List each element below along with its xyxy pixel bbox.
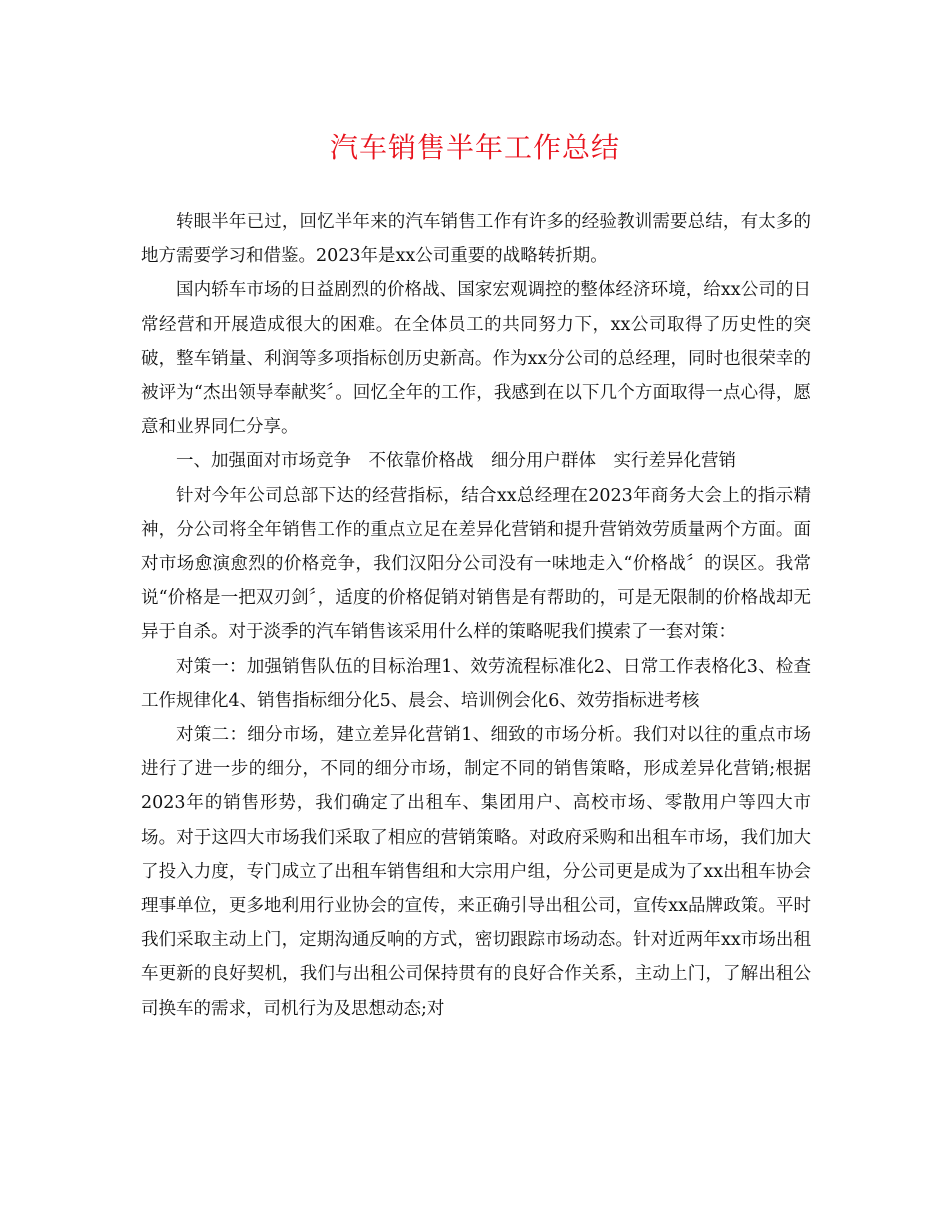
paragraph-strategy: 针对今年公司总部下达的经营指标，结合xx总经理在2023年商务大会上的指示精神，分公司将全年销售工作的重点立足在差异化营销和提升营销效劳质量两个方面。面对市场愈演愈烈的价格竞争，我们汉阳分公司没有一味地走入“价格战〞的误区。我常说“价格是一把双刃剑〞，适度的价格促销对销售是有帮助的，可是无限制的价格战却无异于自杀。对于淡季的汽车销售该采用什么样的策略呢我们摸索了一套对策：: [141, 485, 811, 643]
document-body: [141, 205, 811, 1026]
paragraph-market-context: 国内轿车市场的日益剧烈的价格战、国家宏观调控的整体经济环境，给xx公司的日常经营和开展造成很大的困难。在全体员工的共同努力下，xx公司取得了历史性的突破，整车销量、利润等多项指标创历史新高。作为xx分公司的总经理，同时也很荣幸的被评为“杰出领导奉献奖〞。回忆全年的工作，我感到在以下几个方面取得一点心得，愿意和业界同仁分享。: [141, 280, 811, 438]
section-heading-1: 一、加强面对市场竞争 不依靠价格战 细分用户群体 实行差异化营销: [176, 451, 736, 472]
paragraph-measure-1: 对策一：加强销售队伍的目标治理1、效劳流程标准化2、日常工作表格化3、检查工作规律化4、销售指标细分化5、晨会、培训例会化6、效劳指标进考核: [141, 656, 811, 711]
document-title: 汽车销售半年工作总结: [329, 131, 620, 164]
paragraph-measure-2: 对策二：细分市场，建立差异化营销1、细致的市场分析。我们对以往的重点市场进行了进一步的细分，不同的细分市场，制定不同的销售策略，形成差异化营销;根据2023年的销售形势，我们确定了出租车、集团用户、高校市场、零散用户等四大市场。对于这四大市场我们采取了相应的营销策略。对政府采购和出租车市场，我们加大了投入力度，专门成立了出租车销售组和大宗用户组，分公司更是成为了xx出租车协会理事单位，更多地利用行业协会的宣传，来正确引导出租公司，宣传xx品牌政策。平时我们采取主动上门，定期沟通反响的方式，密切跟踪市场动态。针对近两年xx市场出租车更新的良好契机，我们与出租公司保持贯有的良好合作关系，主动上门，了解出租公司换车的需求，司机行为及思想动态;对: [141, 725, 811, 1019]
paragraph-intro: 转眼半年已过，回忆半年来的汽车销售工作有许多的经验教训需要总结，有太多的地方需要学习和借鉴。2023年是xx公司重要的战略转折期。: [141, 212, 811, 267]
